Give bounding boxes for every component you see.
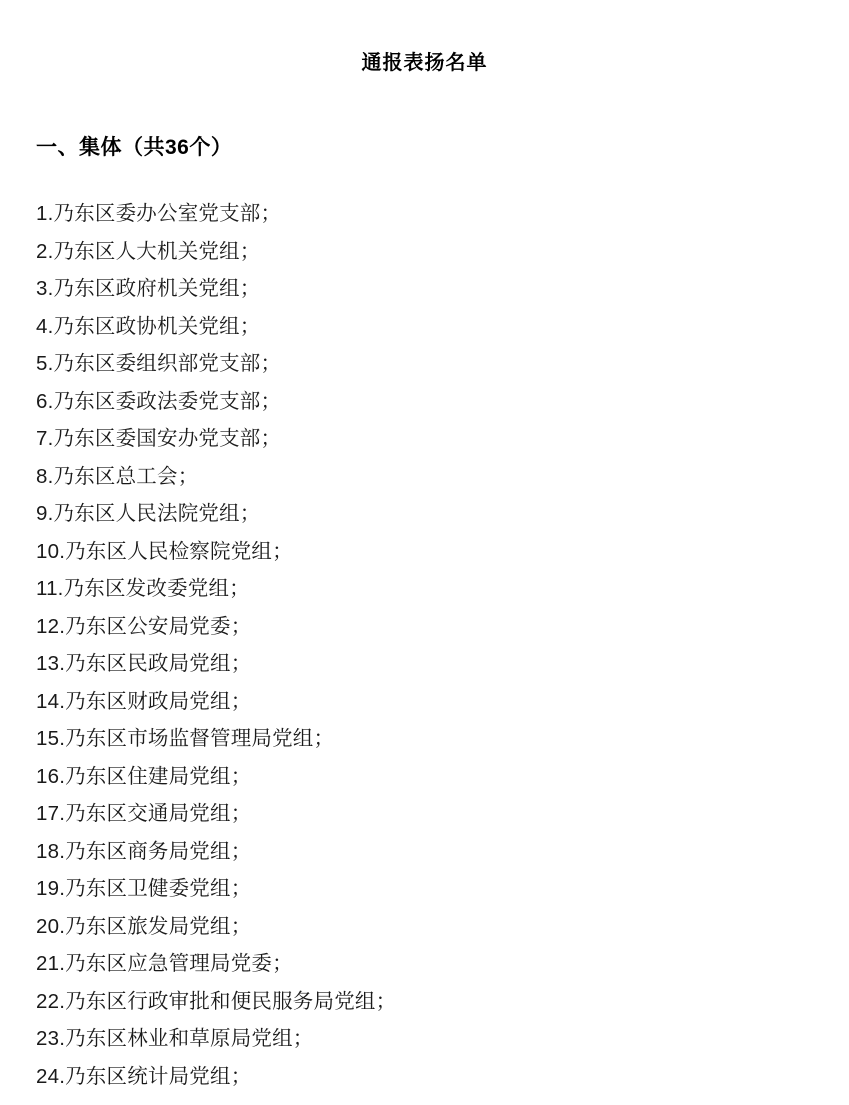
list-item: 6.乃东区委政法委党支部；: [36, 389, 282, 413]
list-item: 11.乃东区发改委党组；: [36, 577, 250, 600]
list-item: 12.乃东区公安局党委；: [36, 614, 252, 638]
honor-roll-list: [36, 195, 813, 1095]
section-heading-collective: 一、集体（共36个）: [36, 136, 233, 159]
list-item: 13.乃东区民政局党组；: [36, 652, 252, 675]
list-item: 8.乃东区总工会；: [36, 464, 199, 488]
list-item: 22.乃东区行政审批和便民服务局党组；: [36, 989, 397, 1013]
list-item: 10.乃东区人民检察院党组；: [36, 539, 293, 563]
list-item: 20.乃东区旅发局党组；: [36, 914, 252, 938]
list-item: 17.乃东区交通局党组；: [36, 802, 252, 825]
list-item: 16.乃东区住建局党组；: [36, 764, 252, 788]
list-item: 19.乃东区卫健委党组；: [36, 877, 252, 900]
list-item: 21.乃东区应急管理局党委；: [36, 952, 293, 975]
list-item: 14.乃东区财政局党组；: [36, 689, 252, 713]
list-item: 9.乃东区人民法院党组；: [36, 502, 261, 525]
list-item: 24.乃东区统计局党组；: [36, 1064, 252, 1088]
page-title: 通报表扬名单: [361, 52, 488, 74]
list-item: 3.乃东区政府机关党组；: [36, 277, 261, 300]
list-item: 7.乃东区委国安办党支部；: [36, 427, 282, 450]
list-item: 23.乃东区林业和草原局党组；: [36, 1027, 314, 1050]
list-item: 4.乃东区政协机关党组；: [36, 314, 261, 338]
list-item: 18.乃东区商务局党组；: [36, 839, 252, 863]
list-item: 15.乃东区市场监督管理局党组；: [36, 727, 335, 750]
list-item: 2.乃东区人大机关党组；: [36, 239, 261, 263]
list-item: 5.乃东区委组织部党支部；: [36, 352, 282, 375]
list-item: 1.乃东区委办公室党支部；: [36, 202, 282, 225]
